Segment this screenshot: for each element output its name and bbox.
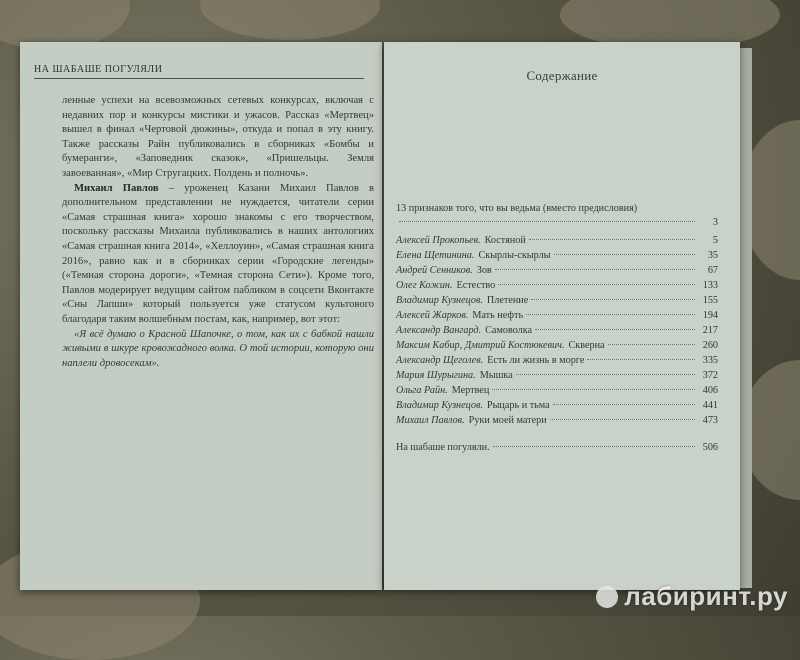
toc-page-number: 194 <box>702 310 718 321</box>
toc-entry-author: Александр Щеголев. <box>396 355 484 366</box>
dot-leader <box>531 299 695 300</box>
toc-entry <box>396 325 718 340</box>
dot-leader <box>498 284 695 285</box>
toc-entries <box>396 235 718 430</box>
dot-leader <box>587 359 695 360</box>
toc-entry-title: Плетение <box>486 295 529 306</box>
toc-page-number: 441 <box>702 400 718 411</box>
paragraph: ленные успехи на всевозможных сетевых конкурсах, включая с недавних пор и конкурсы мистики и ужасов. Рассказ «Мертвец» вышел в финал «Чертовой дюжины», откуда и попал в эту книгу. Также рассказы Райн публиковались в сборниках «Бомбы и бумеранги», «Заповедник сказок», «Пришельцы. Земля завоеванная», «Мир Стругацких. Полдень и полночь». <box>62 95 374 179</box>
right-page <box>384 42 740 590</box>
toc-page-number: 506 <box>702 442 718 453</box>
toc-entry-author: Елена Щетинина. <box>396 250 475 261</box>
toc-page-number: 155 <box>702 295 718 306</box>
toc-page-number: 133 <box>702 280 718 291</box>
toc-entry-author: Владимир Кузнецов. <box>396 400 483 411</box>
toc-entry-author: Александр Вангард. <box>396 325 482 336</box>
toc-page-number: 372 <box>702 370 718 381</box>
toc-entry <box>396 340 718 355</box>
toc-entry-author: Мария Шурыгина. <box>396 370 476 381</box>
toc-entry-author: Олег Кожин. <box>396 280 453 291</box>
dot-leader <box>608 344 695 345</box>
toc-entry <box>396 400 718 415</box>
toc-page-number: 406 <box>702 385 718 396</box>
toc-entry-title: Мышка <box>479 370 513 381</box>
quote-paragraph: «Я всё думаю о Красной Шапочке, о том, как их с бабкой нашли живыми в шкуре кровожадного волка. О той истории, которую они наплели дровосекам». <box>62 328 374 369</box>
toc-entry <box>396 235 718 250</box>
dot-leader <box>535 329 695 330</box>
toc-entry-title: Скырлы-скырлы <box>478 250 551 261</box>
toc-entry-author: Михаил Павлов. <box>396 415 465 426</box>
toc-entry-title: Рыцарь и тьма <box>486 400 550 411</box>
dot-leader <box>526 314 695 315</box>
table-of-contents <box>396 202 718 457</box>
toc-entry-title: Мертвец <box>451 385 490 396</box>
dot-leader <box>492 389 695 390</box>
left-page <box>20 42 382 590</box>
toc-page-number: 5 <box>712 235 718 246</box>
author-name-bold: Михаил Павлов <box>74 182 159 194</box>
dot-leader <box>516 374 695 375</box>
dot-leader <box>550 419 695 420</box>
toc-entry <box>396 385 718 400</box>
toc-page-number: 260 <box>702 340 718 351</box>
toc-entry-title: Скверна <box>568 340 605 351</box>
paragraph-text: уроженец Казани Михаил Павлов в дополнительном представлении не нуждается, читатели серии «Самая страшная книга» хорошо знакомы с его творчеством, поскольку рассказы Михаила публиковались в наших антологиях «Самая страшная книга 2014», «Хеллоуин», «Самая страшная книга 2016», равно как и в сборниках серии «Городские легенды» («Темная сторона дороги», «Темная сторона Сети»). Кроме того, Павлов модерирует ведущим сайтом пабликом в соцсети Вконтакте «Сны Лапши» который пользуется уже статусом культового благодаря таким волшебным постам, как, например, вот этот: <box>62 182 375 325</box>
toc-page-number: 67 <box>707 265 718 276</box>
dot-leader <box>554 254 695 255</box>
toc-entry-title: Самоволка <box>485 325 533 336</box>
toc-intro-page-row <box>396 216 718 231</box>
watermark-text: лабиринт.ру <box>624 581 788 611</box>
toc-intro-title: 13 признаков того, что вы ведьма (вместо предисловия) <box>396 203 638 214</box>
toc-entry <box>396 355 718 370</box>
toc-entry-title: На шабаше погуляли. <box>396 442 490 453</box>
left-page-body <box>62 94 374 371</box>
toc-entry-author: Алексей Жарков. <box>396 310 469 321</box>
toc-final-entry <box>396 442 718 457</box>
toc-entry-title: Естество <box>456 280 496 291</box>
toc-gap <box>396 430 718 442</box>
dot-leader <box>493 446 695 447</box>
background-stone <box>200 0 380 40</box>
toc-page-number: 3 <box>712 217 718 228</box>
toc-entry <box>396 280 718 295</box>
dot-leader <box>399 221 695 222</box>
toc-page-number: 217 <box>702 325 718 336</box>
labirint-watermark <box>596 581 788 612</box>
toc-entry-author: Максим Кабир, Дмитрий Костюкевич. <box>396 340 565 351</box>
toc-entry-author: Андрей Сенников. <box>396 265 473 276</box>
toc-title: Содержание <box>526 68 598 83</box>
toc-entry <box>396 295 718 310</box>
toc-page-number: 473 <box>702 415 718 426</box>
toc-entry <box>396 415 718 430</box>
toc-entry-title: Есть ли жизнь в морге <box>487 355 585 366</box>
toc-entry-title: Зов <box>476 265 492 276</box>
toc-entry-title: Руки моей матери <box>468 415 547 426</box>
running-head: НА ШАБАШЕ ПОГУЛЯЛИ <box>34 64 364 79</box>
toc-entry-author: Владимир Кузнецов. <box>396 295 483 306</box>
toc-entry <box>396 250 718 265</box>
toc-entry-author: Алексей Прокопьев. <box>396 235 481 246</box>
toc-entry-title: Костяной <box>484 235 526 246</box>
toc-entry-title: Мать нефть <box>472 310 524 321</box>
dot-leader <box>529 239 695 240</box>
name-dash: – <box>158 182 185 194</box>
dot-leader <box>495 269 695 270</box>
labirint-logo-icon <box>596 586 618 608</box>
dot-leader <box>553 404 695 405</box>
toc-page-number: 35 <box>707 250 718 261</box>
toc-intro-entry <box>396 202 718 231</box>
paragraph-pavlov <box>62 182 374 328</box>
book-page-edges <box>738 48 752 588</box>
toc-entry-author: Ольга Райн. <box>396 385 448 396</box>
toc-entry <box>396 310 718 325</box>
toc-entry <box>396 370 718 385</box>
toc-entry <box>396 265 718 280</box>
toc-page-number: 335 <box>702 355 718 366</box>
